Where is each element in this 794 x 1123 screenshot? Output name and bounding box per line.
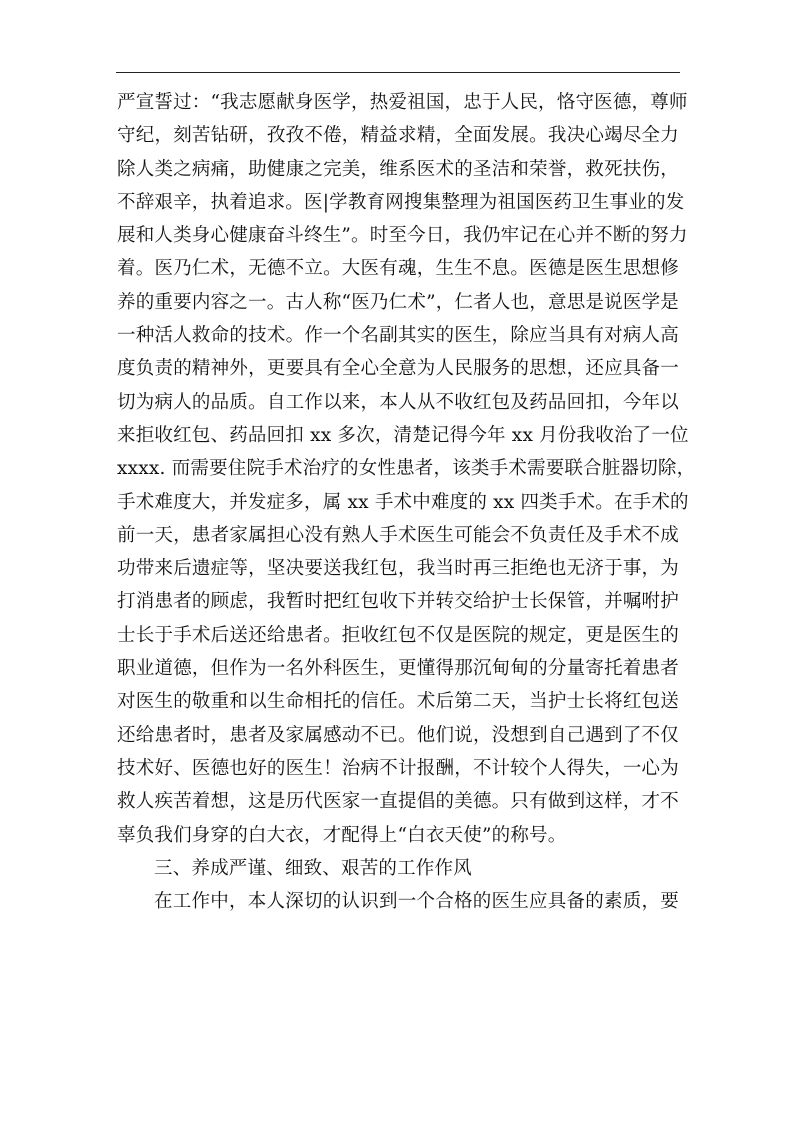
- text-line: 辜负我们身穿的白大衣，才配得上“白衣天使”的称号。: [117, 824, 567, 846]
- text-line: 着。医乃仁术，无德不立。大医有魂，生生不息。医德是医生思想修: [117, 258, 679, 280]
- text-line: 技术好、医德也好的医生！治病不计报酬，不计较个人得失，一心为: [117, 757, 679, 779]
- text-line: 职业道德，但作为一名外科医生，更懂得那沉甸甸的分量寄托着患者: [117, 658, 679, 680]
- text-line: 切为病人的品质。自工作以来，本人从不收红包及药品回扣，今年以: [117, 391, 679, 413]
- text-line: xxxx. 而需要住院手术治疗的女性患者，该类手术需要联合脏器切除，: [117, 458, 696, 480]
- text-line: 来拒收红包、药品回扣 xx 多次，清楚记得今年 xx 月份我收治了一位: [117, 424, 689, 446]
- paragraph-1: [117, 86, 696, 852]
- text-line: 展和人类身心健康奋斗终生”。时至今日，我仍牢记在心并不断的努力: [117, 225, 688, 247]
- text-line: 除人类之病痛，助健康之完美，维系医术的圣洁和荣誉，救死扶伤，: [117, 158, 679, 180]
- text-line: 度负责的精神外，更要具有全心全意为人民服务的思想，还应具备一: [117, 358, 679, 380]
- text-line: 养的重要内容之一。古人称“医乃仁术”，仁者人也，意思是说医学是: [117, 291, 679, 313]
- section-heading: 三、养成严谨、细致、艰苦的工作作风: [154, 857, 472, 879]
- text-line: 手术难度大，并发症多，属 xx 手术中难度的 xx 四类手术。在手术的: [117, 491, 689, 513]
- text-line: 严宣誓过：“我志愿献身医学，热爱祖国，忠于人民，恪守医德，尊师: [117, 92, 688, 113]
- text-line: 还给患者时，患者及家属感动不已。他们说，没想到自己遇到了不仅: [117, 724, 679, 746]
- text-line: 前一天，患者家属担心没有熟人手术医生可能会不负责任及手术不成: [117, 524, 679, 546]
- text-line: 一种活人救命的技术。作一个名副其实的医生，除应当具有对病人高: [117, 325, 679, 347]
- text-line: 打消患者的顾虑，我暂时把红包收下并转交给护士长保管，并嘱咐护: [117, 591, 679, 613]
- text-line: 功带来后遗症等，坚决要送我红包，我当时再三拒绝也无济于事，为: [117, 558, 679, 580]
- text-line: 守纪，刻苦钻研，孜孜不倦，精益求精，全面发展。我决心竭尽全力: [117, 125, 679, 147]
- text-line: 救人疾苦着想，这是历代医家一直提倡的美德。只有做到这样，才不: [117, 791, 679, 813]
- document-body: [117, 86, 696, 918]
- text-line: 对医生的敬重和以生命相托的信任。术后第二天，当护士长将红包送: [117, 691, 679, 713]
- text-line: 士长于手术后送还给患者。拒收红包不仅是医院的规定，更是医生的: [117, 624, 679, 646]
- header-rule: [116, 72, 680, 73]
- paragraph-2-line: 在工作中，本人深切的认识到一个合格的医生应具备的素质，要: [154, 891, 679, 913]
- text-line: 不辞艰辛，执着追求。医|学教育网搜集整理为祖国医药卫生事业的发: [117, 191, 685, 213]
